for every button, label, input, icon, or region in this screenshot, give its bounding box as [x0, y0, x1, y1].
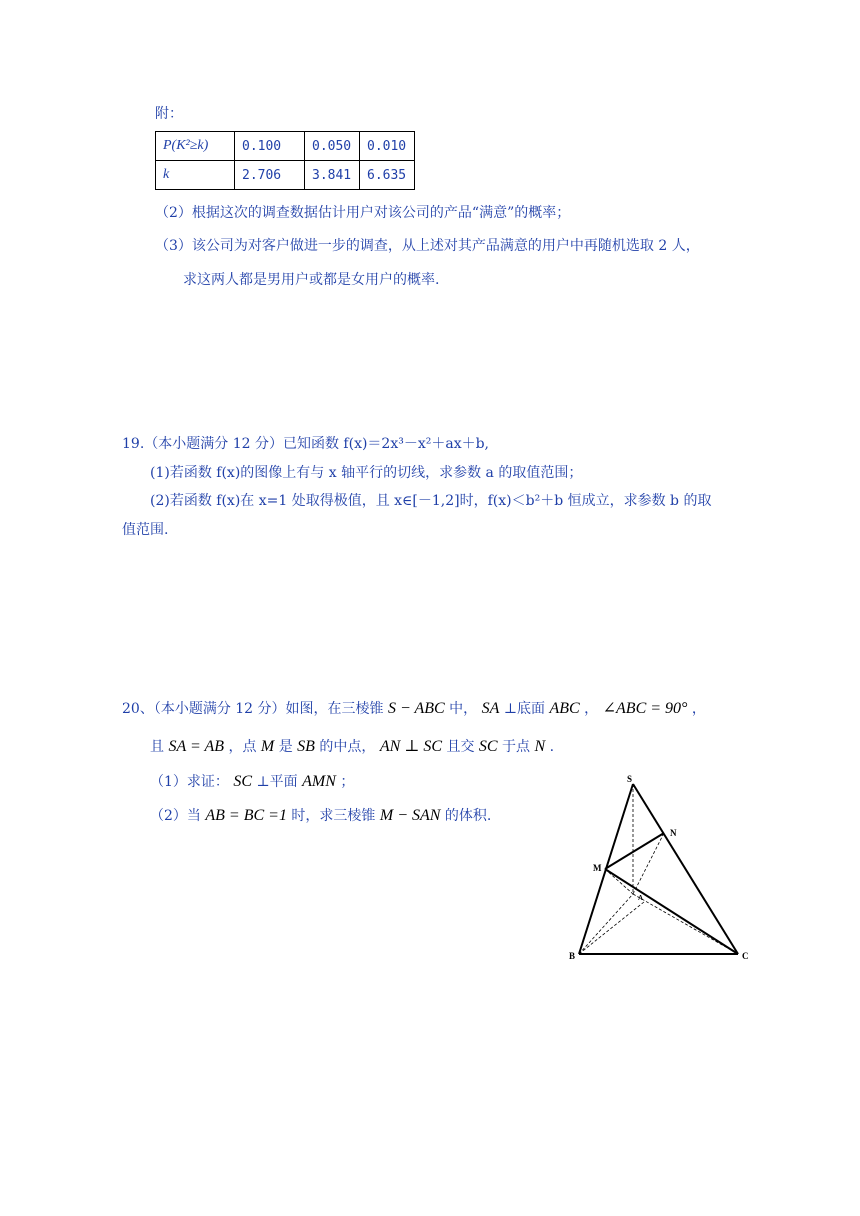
table-cell: 0.050	[305, 132, 360, 161]
label-S: S	[627, 774, 633, 784]
table-cell: 6.635	[360, 161, 415, 190]
label-C: C	[742, 951, 749, 961]
table-row	[156, 161, 415, 190]
q18-part2: （2）根据这次的调查数据估计用户对该公司的产品“满意”的概率；	[155, 205, 571, 221]
table-cell: P(K²≥k)	[156, 132, 235, 161]
appendix-label: 附：	[155, 106, 183, 122]
q19-part2-line2: 值范围.	[122, 522, 169, 538]
segment-MA	[605, 869, 633, 894]
pyramid-figure	[560, 770, 760, 970]
q20-conditions: 且 SA = AB ，点 M 是 SB 的中点， AN ⊥ SC 且交 SC 于点 N .	[150, 738, 555, 755]
q19-part1: (1)若函数 f(x)的图像上有与 x 轴平行的切线，求参数 a 的取值范围；	[150, 465, 583, 481]
dashed-line	[579, 902, 644, 954]
q18-part3-line2: 求这两人都是男用户或都是女用户的概率.	[183, 272, 440, 288]
table-cell: 0.100	[235, 132, 305, 161]
edge-BA	[579, 894, 633, 954]
edge-AC	[633, 894, 738, 954]
table-cell: 2.706	[235, 161, 305, 190]
q18-part3-line1: （3）该公司为对客户做进一步的调查，从上述对其产品满意的用户中再随机选取 2 人，	[155, 238, 700, 254]
table-cell: 0.010	[360, 132, 415, 161]
label-B: B	[569, 951, 576, 961]
edge-SC	[633, 784, 738, 954]
q19-heading: 19.（本小题满分 12 分）已知函数 f(x)＝2x³－x²＋ax＋b,	[122, 436, 490, 452]
segment-MC	[605, 869, 738, 954]
table-cell: k	[156, 161, 235, 190]
label-M: M	[593, 863, 602, 873]
label-N: N	[670, 828, 677, 838]
table-row	[156, 132, 415, 161]
label-A: A	[638, 894, 644, 902]
critical-value-table	[155, 131, 415, 190]
q20-part1: （1）求证： SC ⊥平面 AMN ；	[150, 773, 355, 790]
q20-part2: （2）当 AB = BC =1 时，求三棱锥 M − SAN 的体积.	[150, 807, 492, 824]
table-cell: 3.841	[305, 161, 360, 190]
q19-part2-line1: (2)若函数 f(x)在 x=1 处取得极值，且 x∈[－1,2]时，f(x)＜b²＋b 恒成立，求参数 b 的取	[150, 493, 712, 509]
q20-heading: 20、（本小题满分 12 分）如图，在三棱锥 S − ABC 中， SA ⊥底面 ABC ， ∠ABC = 90° ，	[122, 700, 706, 717]
segment-MN	[605, 833, 664, 869]
